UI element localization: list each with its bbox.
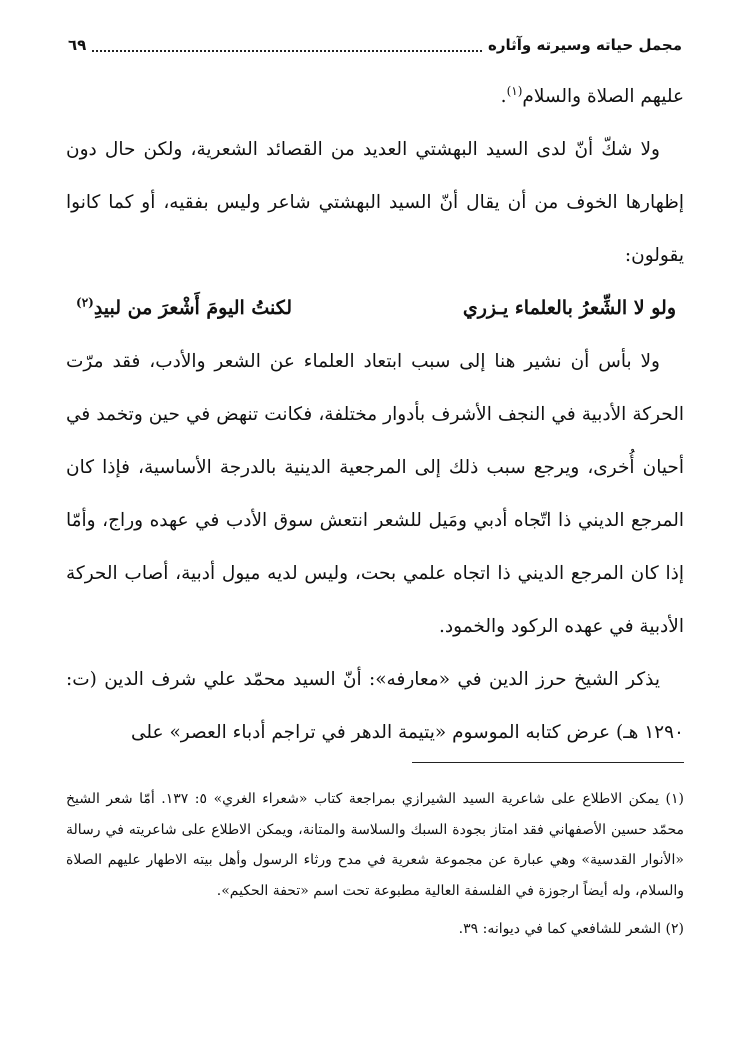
paragraph-1-text: عليهم الصلاة والسلام <box>522 86 684 107</box>
verse-second-hemistich-wrap <box>76 282 292 335</box>
leader-dots <box>92 46 482 52</box>
footnote-ref-1: (١) <box>506 83 523 98</box>
main-text <box>66 70 684 759</box>
footnote-1-label: (١) <box>665 791 685 807</box>
footnote-1-text: يمكن الاطلاع على شاعرية السيد الشيرازي بمراجعة كتاب «شعراء الغري» ٥: ١٣٧. أمّا شعر الشيخ محمّد حسين الأصفهاني فقد امتاز بجودة السبك والسلاسة والمتانة، ويمكن الاطلاع على شاعريته في رسالة «الأنوار القدسية» وهي عبارة عن مجموعة شعرية في مدح ورثاء الرسول وأهل بيته الاطهار عليهم الصلاة والسلام، وله أيضاً ارجوزة في الفلسفة العالية مطبوعة تحت اسم «تحفة الحكيم». <box>66 791 684 899</box>
footnote-ref-2: (٢) <box>76 295 94 310</box>
poetry-verse <box>66 282 684 335</box>
verse-second-hemistich: لكنتُ اليومَ أَشْعرَ من لبيدِ <box>93 297 293 319</box>
footnotes <box>66 784 684 945</box>
running-header-title: مجمل حياته وسيرته وآثاره <box>488 36 682 54</box>
paragraph-1: عليهم الصلاة والسلام$^{(١)}$. <box>500 83 684 107</box>
footnote-2-label: (٢) <box>665 921 684 937</box>
page-number: ٦٩ <box>68 36 87 54</box>
footnote-separator <box>412 762 684 763</box>
running-header <box>68 32 682 58</box>
paragraph-3: ولا بأس أن نشير هنا إلى سبب ابتعاد العلماء عن الشعر والأدب، فقد مرّت الحركة الأدبية في النجف الأشرف بأدوار مختلفة، فكانت تنهض في حين وتخمد في أحيان أُخرى، ويرجع سبب ذلك إلى المرجعية الدينية بالدرجة الأساسية، فإذا كان المرجع الديني ذا اتّجاه أدبي ومَيل للشعر انتعش سوق الأدب في عهده وراج، وأمّا إذا كان المرجع الديني ذا اتجاه علمي بحت، وليس لديه ميول أدبية، أصاب الحركة الأدبية في عهده الركود والخمود. <box>66 351 684 637</box>
footnote-2-text: الشعر للشافعي كما في ديوانه: ٣٩. <box>458 921 662 937</box>
paragraph-4: يذكر الشيخ حرز الدين في «معارفه»: أنّ السيد محمّد علي شرف الدين (ت: ١٢٩٠ هـ) عرض كتابه الموسوم «يتيمة الدهر في تراجم أدباء العصر» على <box>66 669 684 743</box>
footnote-1 <box>66 784 684 906</box>
paragraph-2: ولا شكّ أنّ لدى السيد البهشتي العديد من القصائد الشعرية، ولكن حال دون إظهارها الخوف من أن يقال أنّ السيد البهشتي شاعر وليس بفقيه، أو كما كانوا يقولون: <box>66 139 684 266</box>
footnote-2 <box>66 914 684 945</box>
verse-first-hemistich: ولو لا الشِّعرُ بالعلماء يـزري <box>462 297 676 319</box>
